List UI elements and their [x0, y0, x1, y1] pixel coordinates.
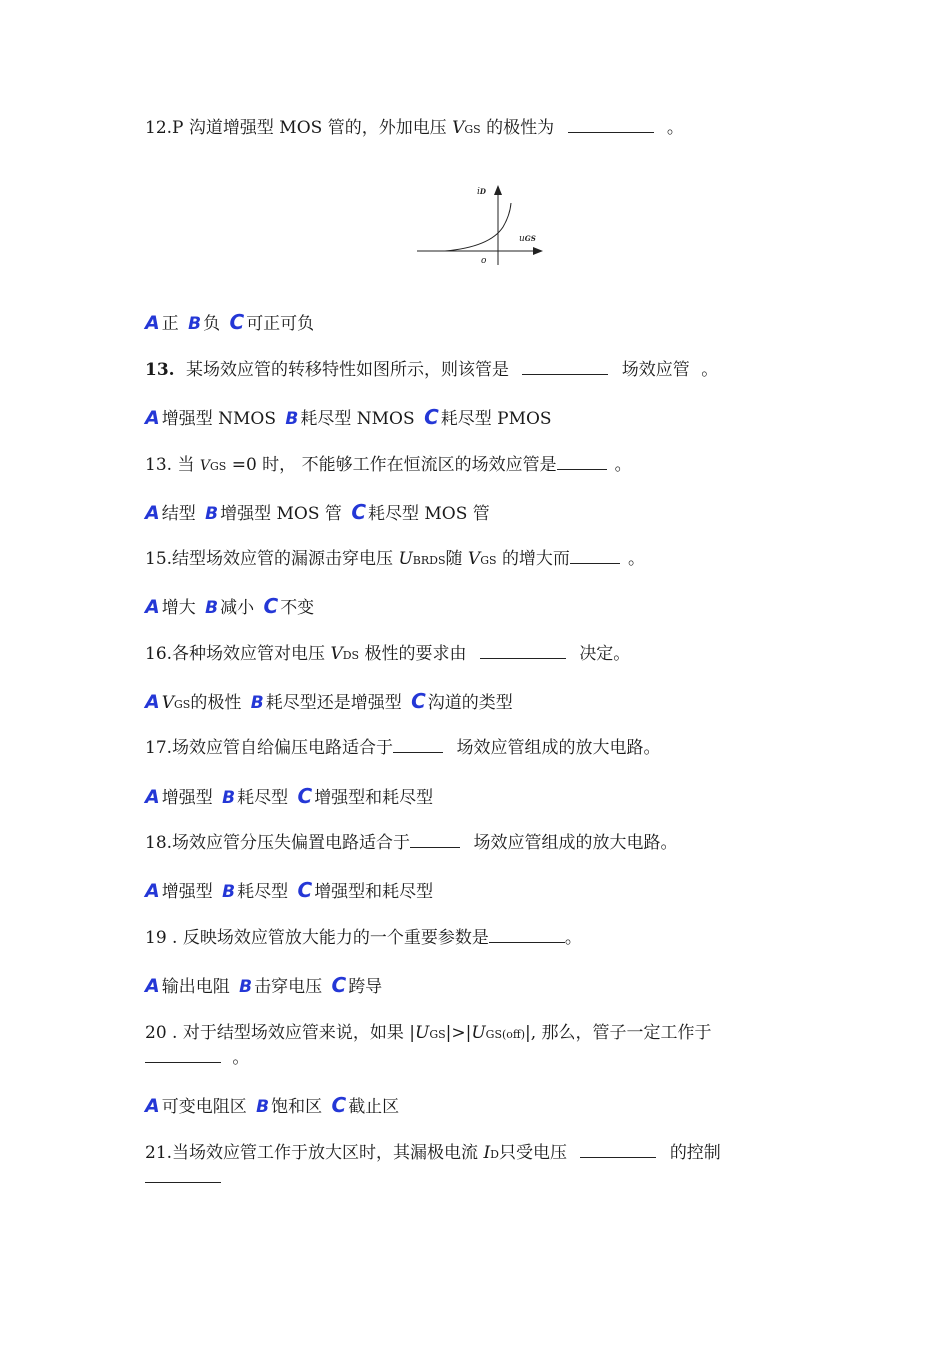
question-text-2: 场效应管组成的放大电路。	[473, 833, 678, 853]
option-b-marker[interactable]: B	[205, 598, 219, 618]
option-b-marker[interactable]: B	[285, 409, 299, 429]
question-text: 20 . 对于结型场效应管来说，如果 |	[145, 1023, 415, 1043]
option-a-text: 增强型	[161, 788, 213, 808]
question-13b	[145, 453, 632, 479]
y-axis-label: iD	[477, 187, 486, 197]
answer-blank[interactable]	[568, 116, 654, 133]
question-text: 某场效应管的转移特性如图所示，则该管是	[185, 360, 509, 380]
option-c-text: 增强型和耗尽型	[314, 788, 434, 808]
option-a-text: 结型	[161, 504, 196, 524]
question-13a	[145, 358, 718, 382]
variable-ugs: UGS	[414, 1023, 446, 1043]
option-a-marker[interactable]: A	[145, 407, 160, 429]
question-text: 18.场效应管分压失偏置电路适合于	[145, 833, 411, 853]
question-number: 13.	[145, 360, 175, 380]
option-b-text: 减小	[220, 598, 255, 618]
option-b-marker[interactable]: B	[188, 314, 202, 334]
option-a-marker[interactable]: A	[145, 975, 160, 997]
option-c-text: 不变	[280, 598, 315, 618]
option-c-text: 增强型和耗尽型	[314, 882, 434, 902]
question-20	[145, 1021, 712, 1047]
option-b-marker[interactable]: B	[222, 882, 236, 902]
question-text: 16.各种场效应管对电压	[145, 644, 326, 664]
question-13b-options	[145, 500, 490, 526]
option-a-marker[interactable]: A	[145, 1095, 160, 1117]
question-text: 17.场效应管自给偏压电路适合于	[145, 738, 394, 758]
period: 。	[666, 118, 684, 138]
period: 。	[701, 360, 719, 380]
option-c-text: 耗尽型 PMOS	[440, 409, 552, 429]
variable-ugs-off: UGS(off)	[471, 1023, 526, 1043]
question-19-options	[145, 973, 382, 999]
question-number: 12.P	[145, 118, 184, 138]
option-c-marker[interactable]: C	[297, 878, 313, 902]
transfer-curve	[445, 203, 511, 251]
answer-blank[interactable]	[570, 547, 620, 564]
question-15	[145, 547, 645, 573]
option-a-text: 正	[161, 314, 179, 334]
option-c-marker[interactable]: C	[229, 310, 245, 334]
option-c-marker[interactable]: C	[263, 594, 279, 618]
variable-vgs: VGS	[452, 118, 481, 138]
option-a-marker[interactable]: A	[145, 691, 160, 713]
option-b-text: 耗尽型	[237, 788, 289, 808]
question-text-3: 的增大而	[501, 549, 570, 569]
question-text: 19 . 反映场效应管放大能力的一个重要参数是	[145, 928, 489, 948]
question-text: 15.结型场效应管的漏源击穿电压	[145, 549, 394, 569]
option-c-text: 沟道的类型	[427, 693, 513, 713]
option-b-text: 击穿电压	[254, 977, 323, 997]
option-a-marker[interactable]: A	[145, 596, 160, 618]
option-a-text: 增强型 NMOS	[161, 409, 276, 429]
origin-label: o	[481, 256, 487, 266]
option-a-marker[interactable]: A	[145, 312, 160, 334]
question-text: 21.当场效应管工作于放大区时，其漏极电流	[145, 1143, 479, 1163]
question-12-options	[145, 310, 314, 336]
option-b-text: 耗尽型还是增强型	[265, 693, 402, 713]
question-17	[145, 736, 660, 760]
question-text-2: 的极性为	[486, 118, 555, 138]
answer-blank[interactable]	[410, 831, 460, 848]
option-a-marker[interactable]: A	[145, 502, 160, 524]
question-text: 沟道增强型 MOS 管的，外加电压	[188, 118, 447, 138]
question-text-3: 决定。	[579, 644, 631, 664]
option-c-marker[interactable]: C	[297, 784, 313, 808]
question-17-options	[145, 784, 433, 810]
transfer-characteristic-figure	[415, 183, 545, 268]
y-axis-arrow	[494, 185, 502, 195]
question-text-2: 只受电压	[499, 1143, 567, 1163]
question-text-3: |, 那么，管子一定工作于	[525, 1023, 712, 1043]
option-b-text: 耗尽型 NMOS	[300, 409, 415, 429]
variable-vgs: VGS	[467, 549, 497, 569]
option-a-marker[interactable]: A	[145, 880, 160, 902]
option-c-marker[interactable]: C	[424, 405, 439, 429]
option-c-text: 可正可负	[246, 314, 315, 334]
option-c-marker[interactable]: C	[351, 500, 366, 524]
question-16	[145, 642, 630, 668]
option-b-text: 耗尽型	[237, 882, 289, 902]
question-text-2: 随	[445, 549, 463, 569]
answer-blank[interactable]	[480, 642, 566, 659]
variable-vgs: VGS	[199, 458, 227, 474]
option-a-marker[interactable]: A	[145, 786, 160, 808]
question-18	[145, 831, 677, 855]
answer-blank[interactable]	[489, 926, 565, 943]
option-c-marker[interactable]: C	[331, 1093, 347, 1117]
answer-blank[interactable]	[557, 453, 607, 470]
answer-blank[interactable]	[145, 1166, 221, 1183]
option-a-text: 增大	[161, 598, 196, 618]
option-b-marker[interactable]: B	[205, 504, 219, 524]
variable-id: ID	[483, 1143, 499, 1163]
question-text: 13. 当	[145, 455, 195, 475]
option-c-text: 耗尽型 MOS 管	[368, 504, 490, 524]
question-20-options	[145, 1093, 399, 1119]
question-20-continued	[145, 1046, 249, 1070]
answer-blank[interactable]	[522, 358, 608, 375]
question-12	[145, 116, 684, 142]
question-text-2: 极性的要求由	[364, 644, 467, 664]
x-axis-arrow	[533, 247, 543, 255]
option-a-text: 增强型	[161, 882, 213, 902]
option-b-marker[interactable]: B	[222, 788, 236, 808]
answer-blank[interactable]	[145, 1046, 221, 1063]
option-b-text: 负	[203, 314, 221, 334]
x-axis-label: uGS	[519, 234, 536, 244]
question-text-3: 的控制	[669, 1143, 721, 1163]
option-c-marker[interactable]: C	[411, 689, 426, 713]
question-text-2: |>|	[445, 1023, 472, 1043]
variable-ubrds: UBRDS	[398, 549, 446, 569]
variable-vds: VDS	[330, 644, 360, 664]
period: 。	[614, 455, 632, 475]
period: 。	[232, 1048, 250, 1068]
variable-vgs: VGS	[161, 693, 191, 713]
question-21-continued	[145, 1166, 221, 1190]
question-13a-options	[145, 405, 552, 431]
period: 。	[627, 549, 645, 569]
option-a-text: 输出电阻	[161, 977, 230, 997]
option-b-text: 增强型 MOS 管	[220, 504, 342, 524]
question-19	[145, 926, 582, 950]
option-c-text: 截止区	[348, 1097, 400, 1117]
option-a-text: 可变电阻区	[161, 1097, 247, 1117]
answer-blank[interactable]	[393, 736, 443, 753]
question-18-options	[145, 878, 433, 904]
period: 。	[564, 928, 582, 948]
question-text-2: =0 时， 不能够工作在恒流区的场效应管是	[231, 455, 557, 475]
option-c-marker[interactable]: C	[331, 973, 347, 997]
option-b-marker[interactable]: B	[250, 693, 264, 713]
option-a-text: 的极性	[190, 693, 242, 713]
question-text-2: 场效应管组成的放大电路。	[456, 738, 661, 758]
transfer-curve-graph	[415, 183, 545, 268]
question-15-options	[145, 594, 314, 620]
question-16-options	[145, 689, 513, 717]
question-21	[145, 1141, 721, 1167]
option-c-text: 跨导	[348, 977, 383, 997]
question-text-2: 场效应管	[621, 360, 690, 380]
option-b-marker[interactable]: B	[239, 977, 253, 997]
answer-blank[interactable]	[580, 1141, 656, 1158]
option-b-text: 饱和区	[271, 1097, 323, 1117]
option-b-marker[interactable]: B	[256, 1097, 270, 1117]
